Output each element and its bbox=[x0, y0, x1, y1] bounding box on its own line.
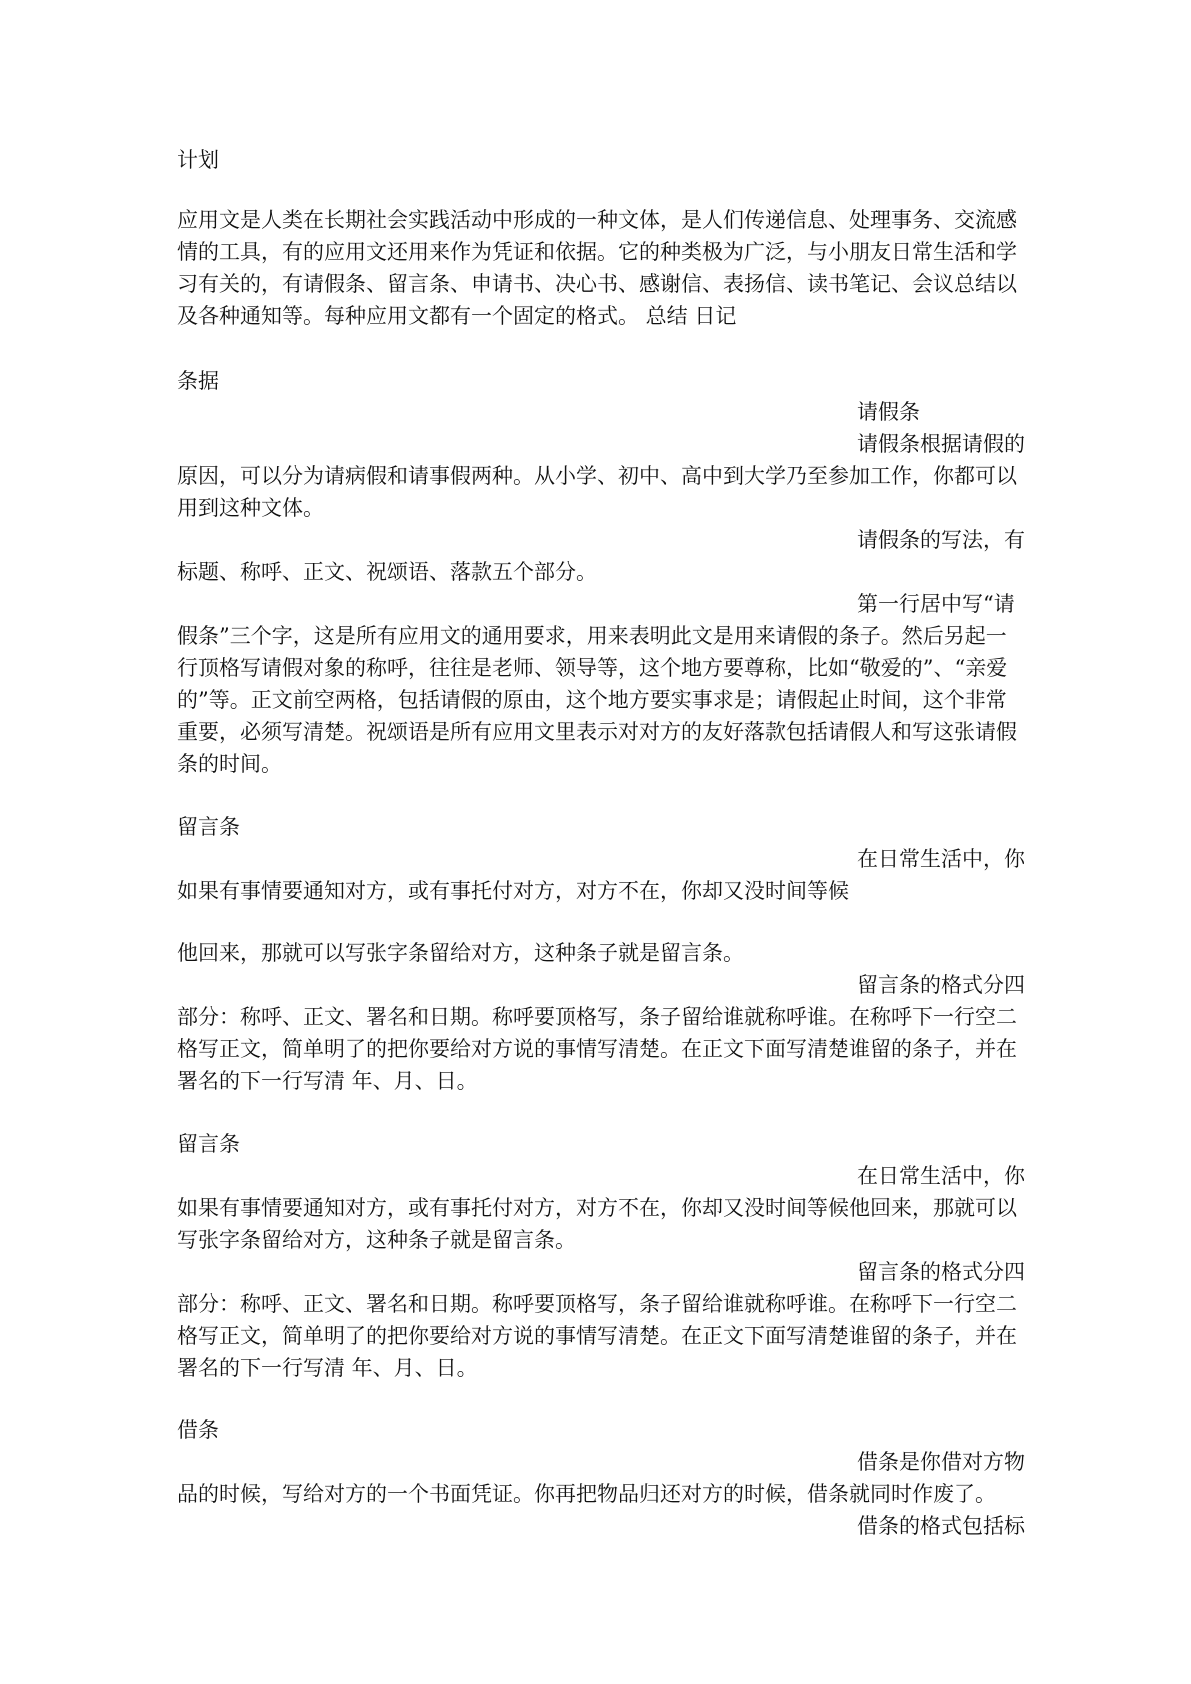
paragraph-line: 请假条根据请假的 bbox=[857, 432, 1025, 456]
paragraph-line: 借条的格式包括标 bbox=[857, 1514, 1025, 1538]
heading-message-note: 留言条 bbox=[177, 815, 240, 839]
paragraph-line: 署名的下一行写清 年、月、日。 bbox=[177, 1356, 478, 1380]
paragraph-line: 用到这种文体。 bbox=[177, 496, 324, 520]
paragraph-line: 品的时候，写给对方的一个书面凭证。你再把物品归还对方的时候，借条就同时作废了。 bbox=[177, 1482, 996, 1506]
paragraph-line: 署名的下一行写清 年、月、日。 bbox=[177, 1069, 478, 1093]
paragraph-line: 第一行居中写“请 bbox=[857, 592, 1015, 616]
heading-plan: 计划 bbox=[177, 148, 219, 172]
paragraph-line: 及各种通知等。每种应用文都有一个固定的格式。 总结 日记 bbox=[177, 304, 737, 328]
paragraph-line: 原因，可以分为请病假和请事假两种。从小学、初中、高中到大学乃至参加工作，你都可以 bbox=[177, 464, 1017, 488]
paragraph-line: 请假条的写法，有 bbox=[857, 528, 1025, 552]
heading-iou: 借条 bbox=[177, 1418, 219, 1442]
paragraph-line: 在日常生活中，你 bbox=[857, 1164, 1025, 1188]
paragraph-line: 如果有事情要通知对方，或有事托付对方，对方不在，你却又没时间等候他回来，那就可以 bbox=[177, 1196, 1017, 1220]
paragraph-line: 他回来，那就可以写张字条留给对方，这种条子就是留言条。 bbox=[177, 941, 744, 965]
paragraph-line: 习有关的，有请假条、留言条、申请书、决心书、感谢信、表扬信、读书笔记、会议总结以 bbox=[177, 272, 1017, 296]
paragraph-line: 留言条的格式分四 bbox=[857, 1260, 1025, 1284]
subheading-leave-note: 请假条 bbox=[857, 400, 920, 424]
paragraph-line: 应用文是人类在长期社会实践活动中形成的一种文体，是人们传递信息、处理事务、交流感 bbox=[177, 208, 1017, 232]
paragraph-line: 借条是你借对方物 bbox=[857, 1450, 1025, 1474]
paragraph-line: 留言条的格式分四 bbox=[857, 973, 1025, 997]
paragraph-line: 部分：称呼、正文、署名和日期。称呼要顶格写，条子留给谁就称呼谁。在称呼下一行空二 bbox=[177, 1292, 1017, 1316]
paragraph-line: 的”等。正文前空两格，包括请假的原由，这个地方要实事求是；请假起止时间，这个非常 bbox=[177, 688, 1007, 712]
paragraph-line: 在日常生活中，你 bbox=[857, 847, 1025, 871]
paragraph-line: 格写正文，简单明了的把你要给对方说的事情写清楚。在正文下面写清楚谁留的条子，并在 bbox=[177, 1324, 1017, 1348]
paragraph-line: 部分：称呼、正文、署名和日期。称呼要顶格写，条子留给谁就称呼谁。在称呼下一行空二 bbox=[177, 1005, 1017, 1029]
paragraph-line: 情的工具，有的应用文还用来作为凭证和依据。它的种类极为广泛，与小朋友日常生活和学 bbox=[177, 240, 1017, 264]
paragraph-line: 写张字条留给对方，这种条子就是留言条。 bbox=[177, 1228, 576, 1252]
paragraph-line: 行顶格写请假对象的称呼，往往是老师、领导等，这个地方要尊称，比如“敬爱的”、“亲爱 bbox=[177, 656, 1008, 680]
paragraph-line: 标题、称呼、正文、祝颂语、落款五个部分。 bbox=[177, 560, 597, 584]
paragraph-line: 假条”三个字，这是所有应用文的通用要求，用来表明此文是用来请假的条子。然后另起一 bbox=[177, 624, 1007, 648]
heading-tiaoju: 条据 bbox=[177, 369, 219, 393]
heading-message-note: 留言条 bbox=[177, 1132, 240, 1156]
paragraph-line: 如果有事情要通知对方，或有事托付对方，对方不在，你却又没时间等候 bbox=[177, 879, 849, 903]
paragraph-line: 格写正文，简单明了的把你要给对方说的事情写清楚。在正文下面写清楚谁留的条子，并在 bbox=[177, 1037, 1017, 1061]
paragraph-line: 重要，必须写清楚。祝颂语是所有应用文里表示对对方的友好落款包括请假人和写这张请假 bbox=[177, 720, 1017, 744]
paragraph-line: 条的时间。 bbox=[177, 752, 282, 776]
